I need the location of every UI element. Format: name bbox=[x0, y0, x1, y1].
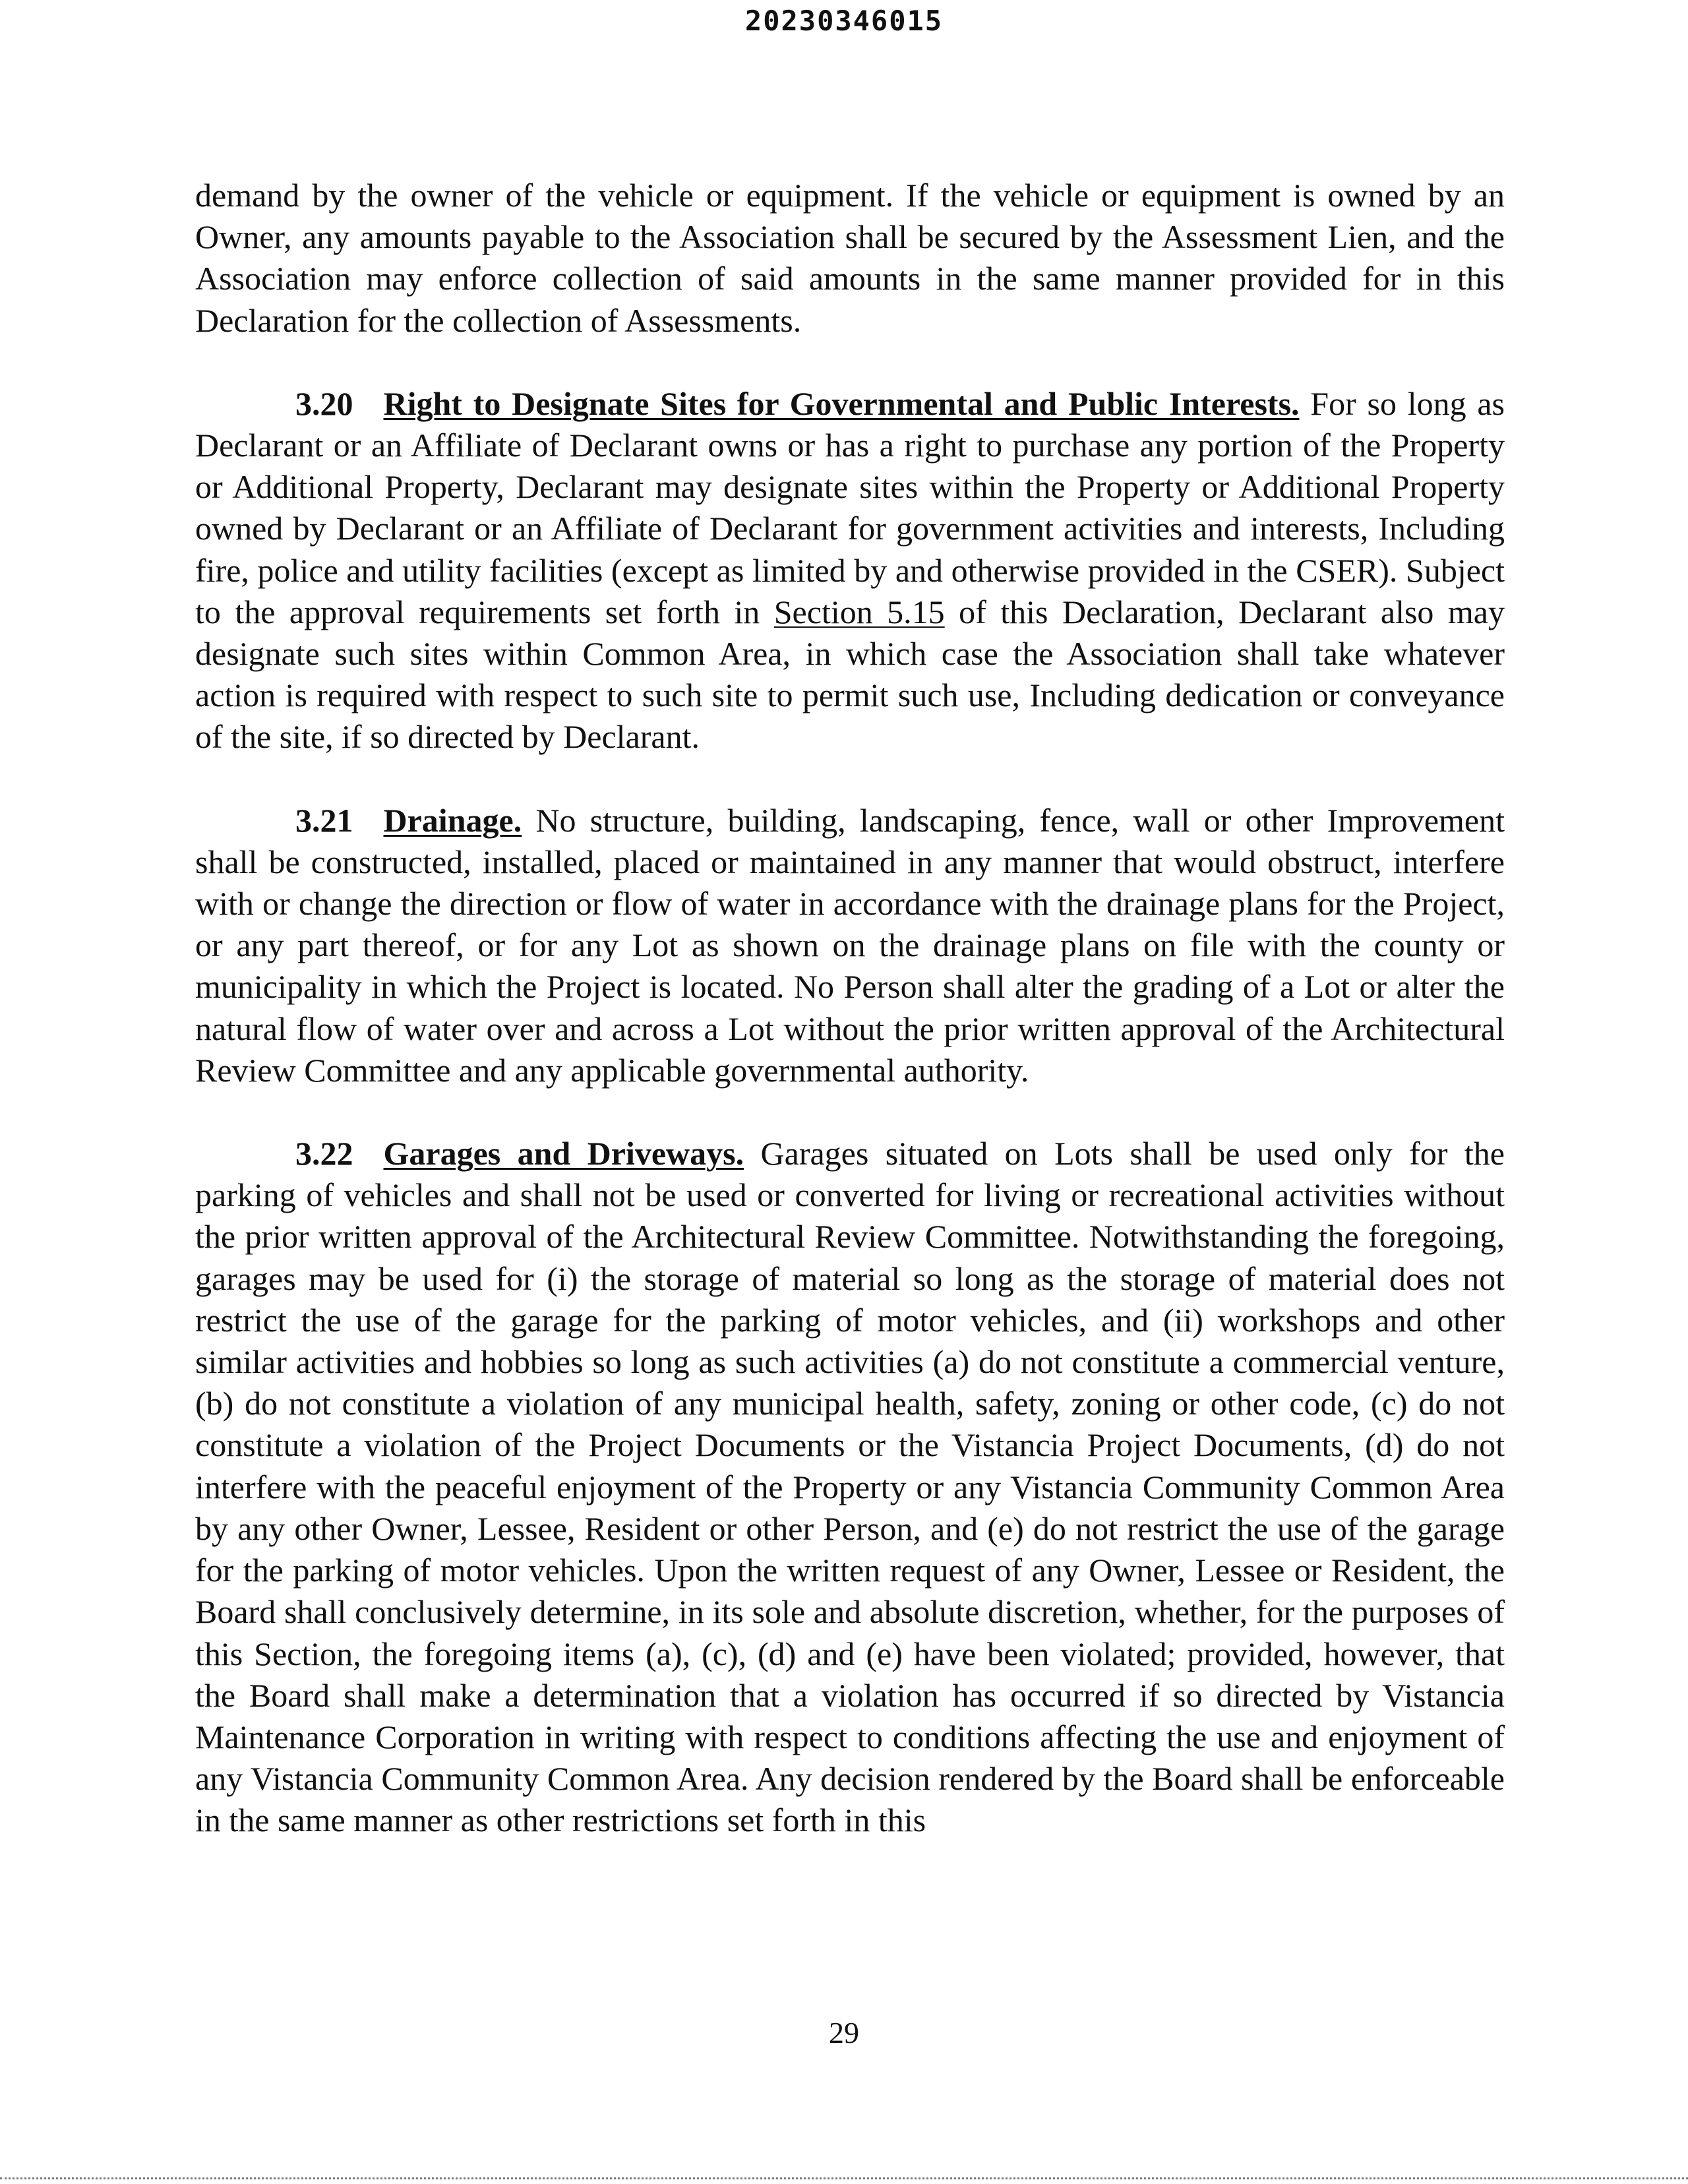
section-text: For so long as Declarant or an Affiliate of Declarant owns or has a right to purchase any portion of the Property or Additional Property, Declarant may designate sites within the Property or Additional Property owned by Declarant or an Affiliate of Declarant for government activities and interests, Including fire, police and utility facilities (except as limited by and otherwise provided in the CSER). Subject to the approval requirements set forth in bbox=[195, 384, 1505, 630]
section-title: Garages and Driveways. bbox=[383, 1135, 744, 1172]
scan-edge-divider bbox=[0, 2177, 1688, 2179]
section-3-21 bbox=[195, 800, 1505, 1091]
section-title: Drainage. bbox=[383, 801, 522, 839]
section-text: No structure, building, landscaping, fence, wall or other Improvement shall be constructed, installed, placed or maintained in any manner that would obstruct, interfere with or change the direction or flow of water in accordance with the drainage plans for the Project, or any part thereof, or for any Lot as shown on the drainage plans on file with the county or municipality in which the Project is located. No Person shall alter the grading of a Lot or alter the natural flow of water over and across a Lot without the prior written approval of the Architectural Review Committee and any applicable governmental authority. bbox=[195, 801, 1505, 1089]
section-cross-reference: Section 5.15 bbox=[773, 593, 945, 630]
section-number: 3.22 bbox=[295, 1135, 353, 1172]
paragraph-continuation: demand by the owner of the vehicle or equipment. If the vehicle or equipment is owned by an Owner, any amounts payable to the Association shall be secured by the Assessment Lien, and the Association may enforce collection of said amounts in the same manner provided for in this Declaration for the collection of Assessments. bbox=[195, 177, 1505, 339]
section-text: Garages situated on Lots shall be used only for the parking of vehicles and shall not be used or converted for living or recreational activities without the prior written approval of the Architectural Review Committee. Notwithstanding the foregoing, garages may be used for (i) the storage of material so long as the storage of material does not restrict the use of the garage for the parking of motor vehicles, and (ii) workshops and other similar activities and hobbies so long as such activities (a) do not constitute a commercial venture, (b) do not constitute a violation of any municipal health, safety, zoning or other code, (c) do not constitute a violation of the Project Documents or the Vistancia Project Documents, (d) do not interfere with the peaceful enjoyment of the Property or any Vistancia Community Common Area by any other Owner, Lessee, Resident or other Person, and (e) do not restrict the use of the garage for the parking of motor vehicles. Upon the written request of any Owner, Lessee or Resident, the Board shall conclusively determine, in its sole and absolute discretion, whether, for the purposes of this Section, the foregoing items (a), (c), (d) and (e) have been violated; provided, however, that the Board shall make a determination that a violation has occurred if so directed by Vistancia Maintenance Corporation in writing with respect to conditions affecting the use and enjoyment of any Vistancia Community Common Area. Any decision rendered by the Board shall be enforceable in the same manner as other restrictions set forth in this bbox=[195, 1135, 1505, 1839]
section-title: Right to Designate Sites for Governmental and Public Interests. bbox=[383, 384, 1300, 422]
section-number: 3.20 bbox=[295, 384, 353, 422]
document-body bbox=[195, 175, 1505, 1883]
page-number: 29 bbox=[829, 2016, 859, 2049]
section-text: of this Declaration, Declarant also may designate such sites within Common Area, in which case the Association shall take whatever action is required with respect to such site to permit such use, Including dedication or conveyance of the site, if so directed by Declarant. bbox=[195, 593, 1505, 756]
section-3-22 bbox=[195, 1133, 1505, 1841]
document-number: 20230346015 bbox=[744, 5, 944, 37]
section-number: 3.21 bbox=[295, 801, 353, 839]
section-3-20 bbox=[195, 383, 1505, 758]
